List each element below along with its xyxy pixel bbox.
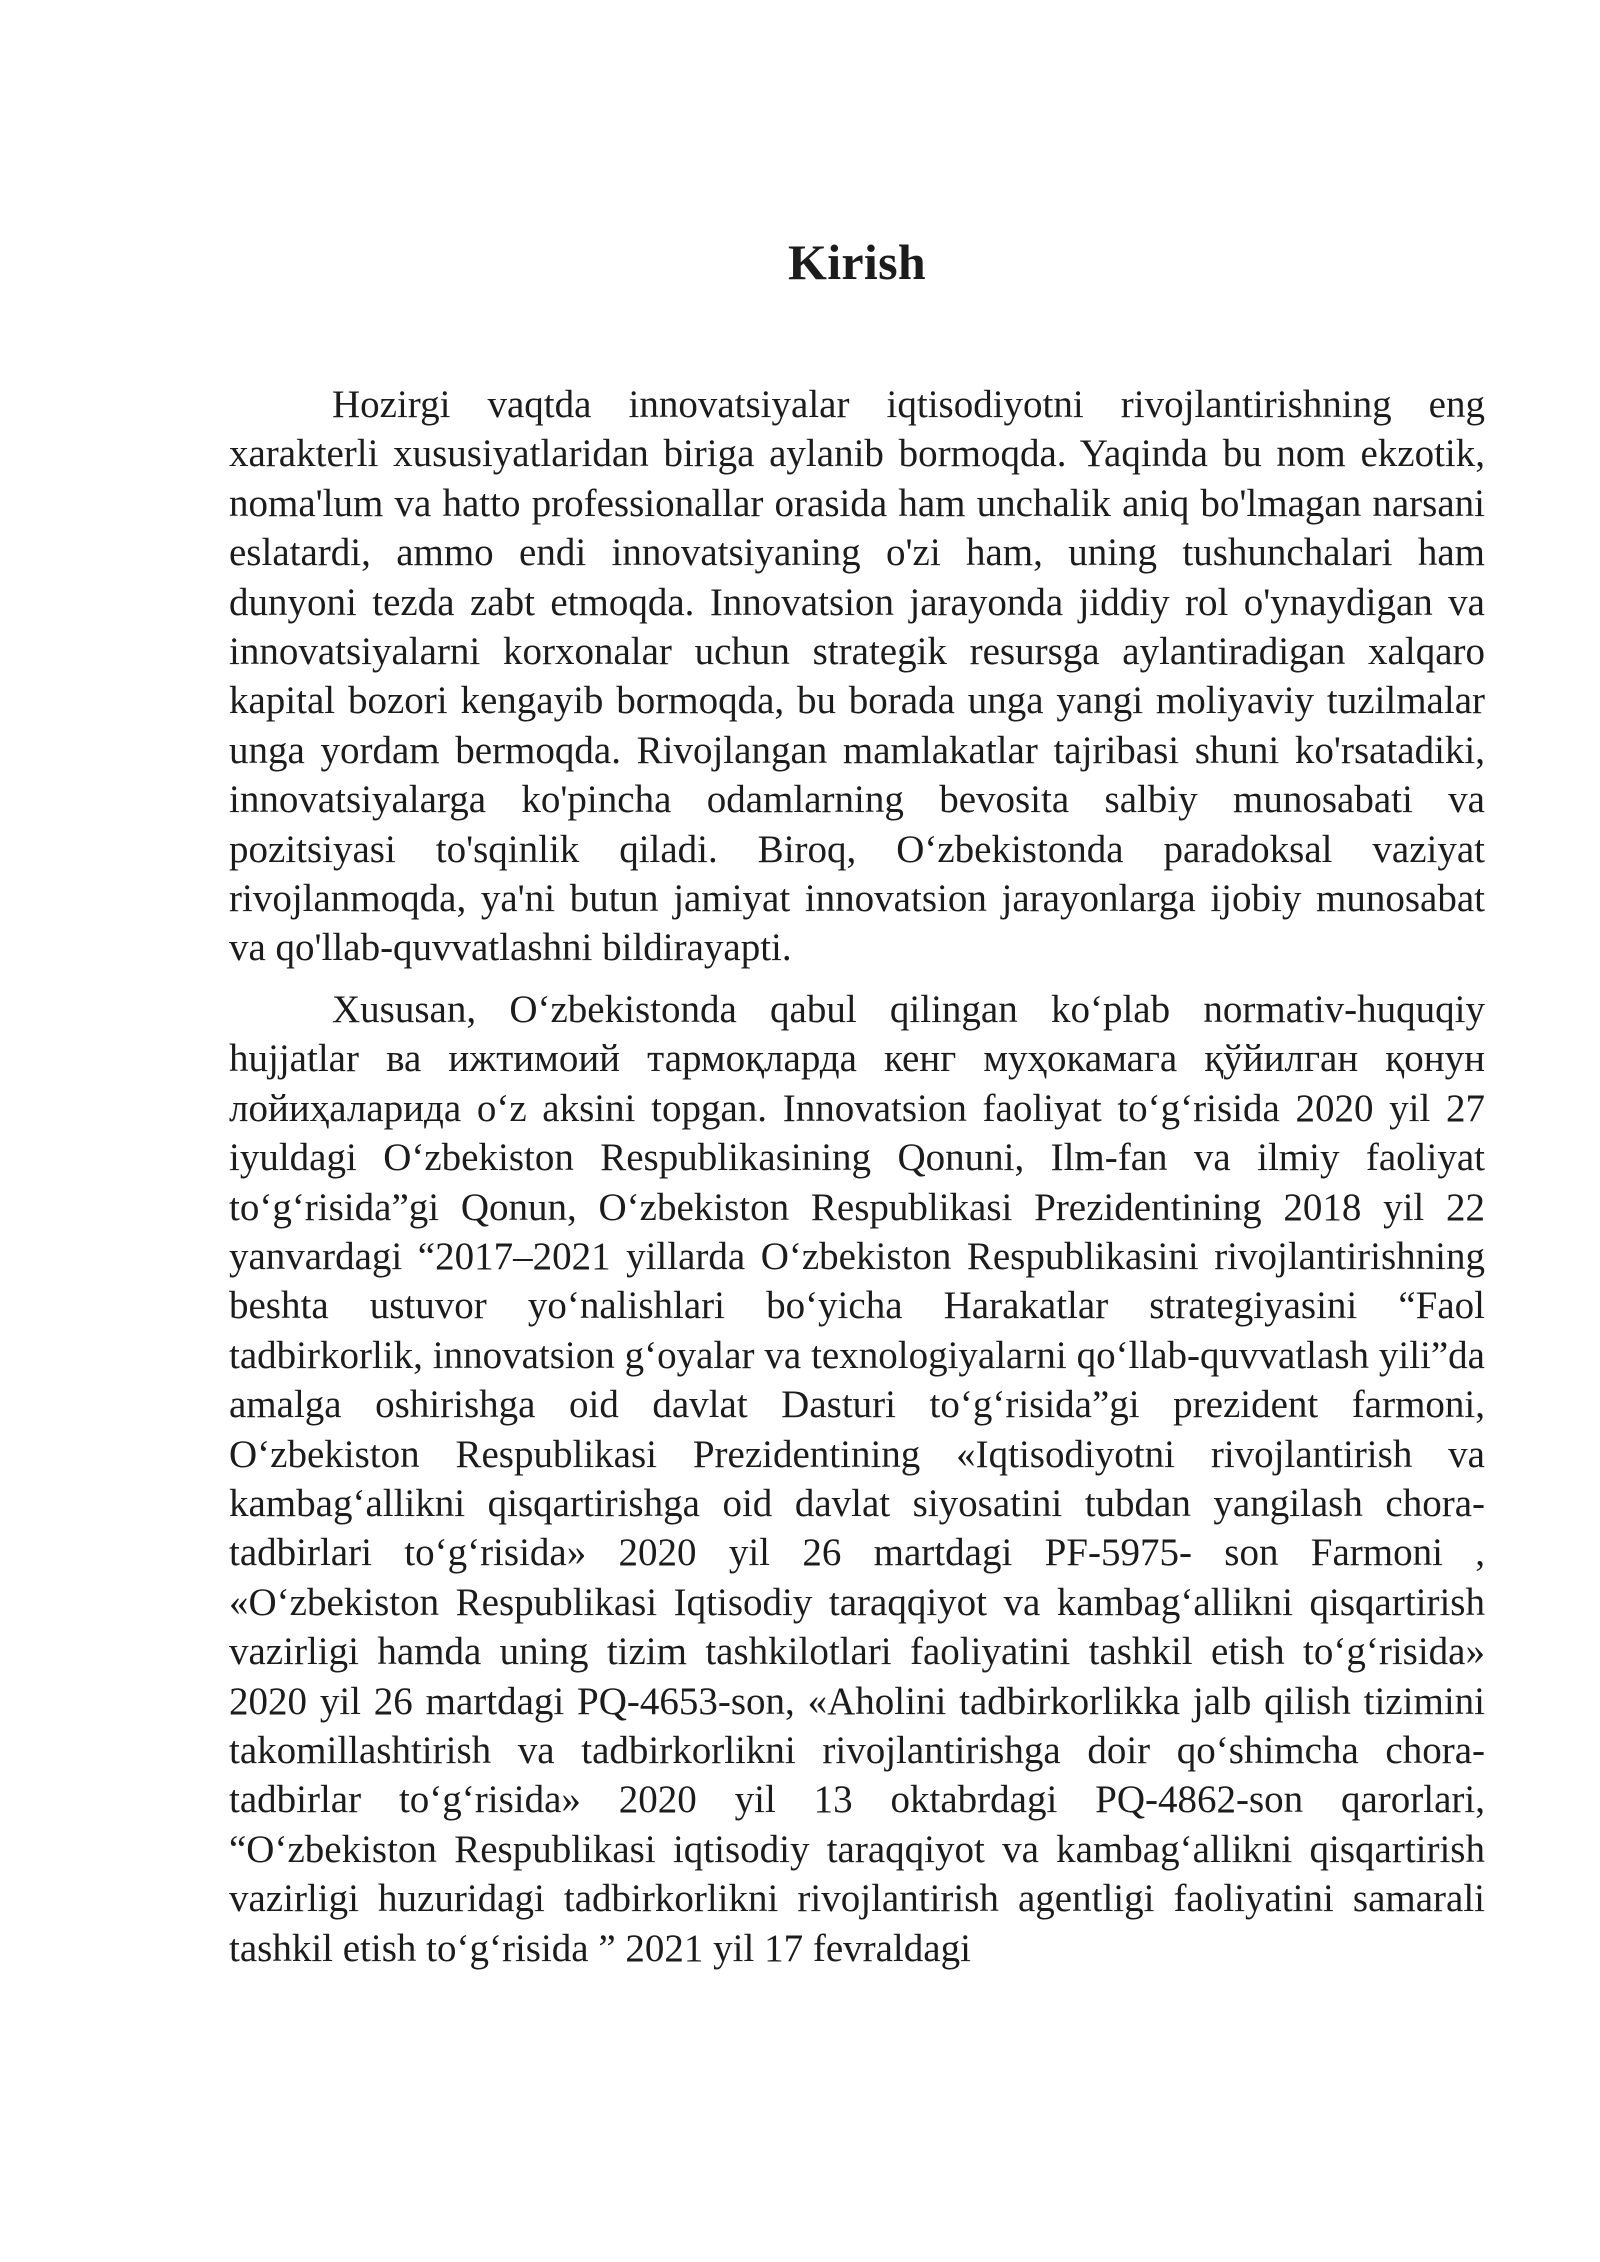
paragraph-legal-acts: Xususan, O‘zbekistonda qabul qilingan ko‘plab normativ-huquqiy hujjatlar ва ижтимоий тармоқларда кенг муҳокамага қўйилган қонун лойиҳаларида o‘z aksini topgan. Innovatsion faoliyat to‘g‘risida 2020 yil 27 iyuldagi O‘zbekiston Respublikasining Qonuni, Ilm-fan va ilmiy faoliyat to‘g‘risida”gi Qonun, O‘zbekiston Respublikasi Prezidentining 2018 yil 22 yanvardagi “2017–2021 yillarda O‘zbekiston Respublikasini rivojlantirishning beshta ustuvor yo‘nalishlari bo‘yicha Harakatlar strategiyasini “Faol tadbirkorlik, innovatsion g‘oyalar va texnologiyalarni qo‘llab-quvvatlash yili”da amalga oshirishga oid davlat Dasturi to‘g‘risida”gi prezident farmoni, O‘zbekiston Respublikasi Prezidentining «Iqtisodiyotni rivojlantirish va kambag‘allikni qisqartirishga oid davlat siyosatini tubdan yangilash chora-tadbirlari to‘g‘risida» 2020 yil 26 martdagi PF-5975- son Farmoni , «O‘zbekiston Respublikasi Iqtisodiy taraqqiyot va kambag‘allikni qisqartirish vazirligi hamda uning tizim tashkilotlari faoliyatini tashkil etish to‘g‘risida» 2020 yil 26 martdagi PQ-4653-son, «Aholini tadbirkorlikka jalb qilish tizimini takomillashtirish va tadbirkorlikni rivojlantirishga doir qo‘shimcha chora-tadbirlar to‘g‘risida» 2020 yil 13 oktabrdagi PQ-4862-son qarorlari, “O‘zbekiston Respublikasi iqtisodiy taraqqiyot va kambag‘allikni qisqartirish vazirligi huzuridagi tadbirkorlikni rivojlantirish agentligi faoliyatini samarali tashkil etish to‘g‘risida ” 2021 yil 17 fevraldagi bbox=[229, 987, 1485, 1970]
paragraph-intro: Hozirgi vaqtda innovatsiyalar iqtisodiyotni rivojlantirishning eng xarakterli xususiyatlaridan biriga aylanib bormoqda. Yaqinda bu nom ekzotik, noma'lum va hatto professionallar orasida ham unchalik aniq bo'lmagan narsani eslatardi, ammo endi innovatsiyaning o'zi ham, uning tushunchalari ham dunyoni tezda zabt etmoqda. Innovatsion jarayonda jiddiy rol o'ynaydigan va innovatsiyalarni korxonalar uchun strategik resursga aylantiradigan xalqaro kapital bozori kengayib bormoqda, bu borada unga yangi moliyaviy tuzilmalar unga yordam bermoqda. Rivojlangan mamlakatlar tajribasi shuni ko'rsatadiki, innovatsiyalarga ko'pincha odamlarning bevosita salbiy munosabati va pozitsiyasi to'sqinlik qiladi. Biroq, O‘zbekistonda paradoksal vaziyat rivojlanmoqda, ya'ni butun jamiyat innovatsion jarayonlarga ijobiy munosabat va qo'llab-quvvatlashni bildirayapti. bbox=[229, 383, 1485, 970]
document-page bbox=[229, 232, 1485, 1973]
page-title: Kirish bbox=[788, 234, 926, 290]
